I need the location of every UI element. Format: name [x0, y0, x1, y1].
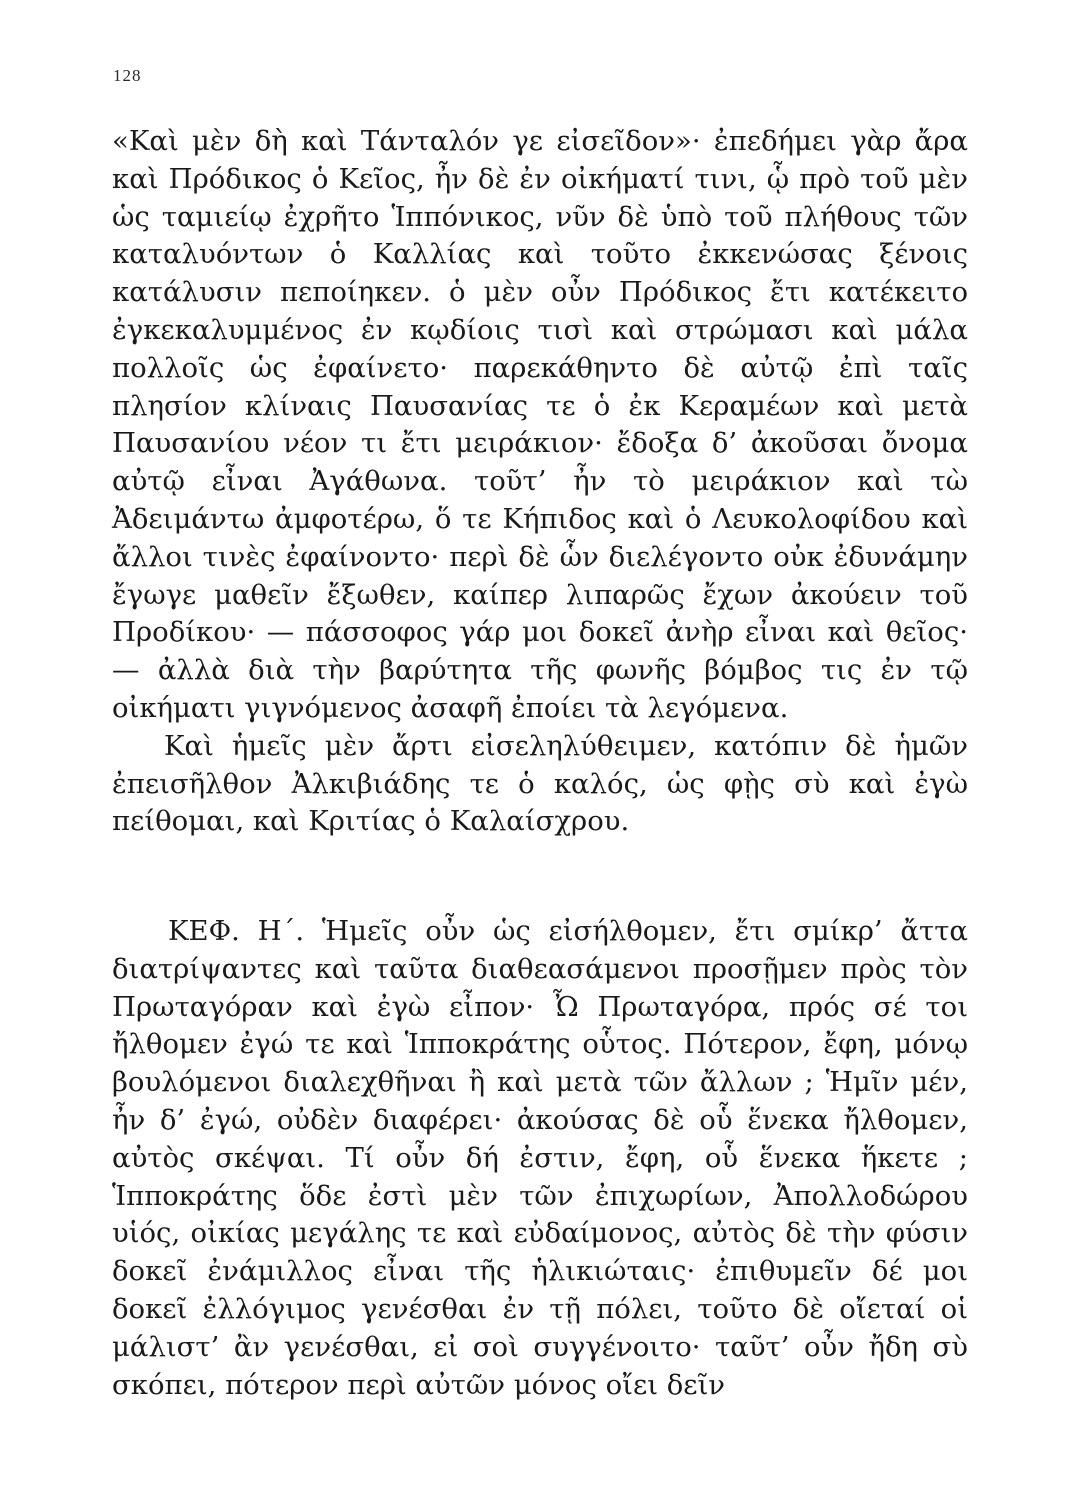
page-number: 128 — [113, 66, 142, 85]
chapter-paragraph: ΚΕΦ. Η΄. Ἡμεῖς οὖν ὡς εἰσήλθομεν, ἔτι σμίκρ’ ἄττα διατρίψαντες καὶ ταῦτα διαθεασάμενοι προσῇμεν πρὸς τὸν Πρωταγόραν καὶ ἐγὼ εἶπον· Ὦ Πρωταγόρα, πρός σέ τοι ἤλθομεν ἐγώ τε καὶ Ἱπποκράτης οὗτος. Πότερον, ἔφη, μόνῳ βουλόμενοι διαλεχθῆναι ἢ καὶ μετὰ τῶν ἄλλων ; Ἡμῖν μέν, ἦν δ’ ἐγώ, οὐδὲν διαφέρει· ἀκούσας δὲ οὗ ἕνεκα ἤλθομεν, αὐτὸς σκέψαι. Τί οὖν δή ἐστιν, ἔφη, οὗ ἕνεκα ἥκετε ; Ἱπποκράτης ὅδε ἐστὶ μὲν τῶν ἐπιχωρίων, Ἀπολλοδώρου υἱός, οἰκίας μεγάλης τε καὶ εὐδαίμονος, αὐτὸς δὲ τὴν φύσιν δοκεῖ ἐνάμιλλος εἶναι τῆς ἡλικιώταις· ἐπιθυμεῖν δέ μοι δοκεῖ ἐλλόγιμος γενέσθαι ἐν τῇ πόλει, τοῦτο δὲ οἴεταί οἱ μάλιστ’ ἂν γενέσθαι, εἰ σοὶ συγγένοιτο· ταῦτ’ οὖν ἤδη σὺ σκόπει, πότερον περὶ αὐτῶν μόνος οἴει δεῖν — [112, 915, 968, 1401]
text-block-upper — [112, 123, 968, 841]
paragraph: Καὶ ἡμεῖς μὲν ἄρτι εἰσεληλύθειμεν, κατόπιν δὲ ἡμῶν ἐπεισῆλθον Ἀλκιβιάδης τε ὁ καλός, ὡς φῂς σὺ καὶ ἐγὼ πείθομαι, καὶ Κριτίας ὁ Καλαίσχρου. — [112, 729, 968, 838]
paragraph: «Καὶ μὲν δὴ καὶ Τάνταλόν γε εἰσεῖδον»· ἐπεδήμει γὰρ ἄρα καὶ Πρόδικος ὁ Κεῖος, ἦν δὲ ἐν οἰκήματί τινι, ᾧ πρὸ τοῦ μὲν ὡς ταμιείῳ ἐχρῆτο Ἱππόνικος, νῦν δὲ ὑπὸ τοῦ πλήθους τῶν καταλυόντων ὁ Καλλίας καὶ τοῦτο ἐκκενώσας ξένοις κατάλυσιν πεποίηκεν. ὁ μὲν οὖν Πρόδικος ἔτι κατέκειτο ἐγκεκαλυμμένος ἐν κῳδίοις τισὶ καὶ στρώμασι καὶ μάλα πολλοῖς ὡς ἐφαίνετο· παρεκάθηντο δὲ αὐτῷ ἐπὶ ταῖς πλησίον κλίναις Παυσανίας τε ὁ ἐκ Κεραμέων καὶ μετὰ Παυσανίου νέον τι ἔτι μειράκιον· ἔδοξα δ’ ἀκοῦσαι ὄνομα αὐτῷ εἶναι Ἀγάθωνα. τοῦτ’ ἦν τὸ μειράκιον καὶ τὼ Ἀδειμάντω ἀμφοτέρω, ὅ τε Κήπιδος καὶ ὁ Λευκολοφίδου καὶ ἄλλοι τινὲς ἐφαίνοντο· περὶ δὲ ὧν διελέγοντο οὐκ ἐδυνάμην ἔγωγε μαθεῖν ἔξωθεν, καίπερ λιπαρῶς ἔχων ἀκούειν τοῦ Προδίκου· — πάσσοφος γάρ μοι δοκεῖ ἀνὴρ εἶναι καὶ θεῖος· — ἀλλὰ διὰ τὴν βαρύτητα τῆς φωνῆς βόμβος τις ἐν τῷ οἰκήματι γιγνόμενος ἀσαφῆ ἐποίει τὰ λεγόμενα. — [112, 125, 968, 724]
text-block-chapter — [112, 913, 968, 1404]
